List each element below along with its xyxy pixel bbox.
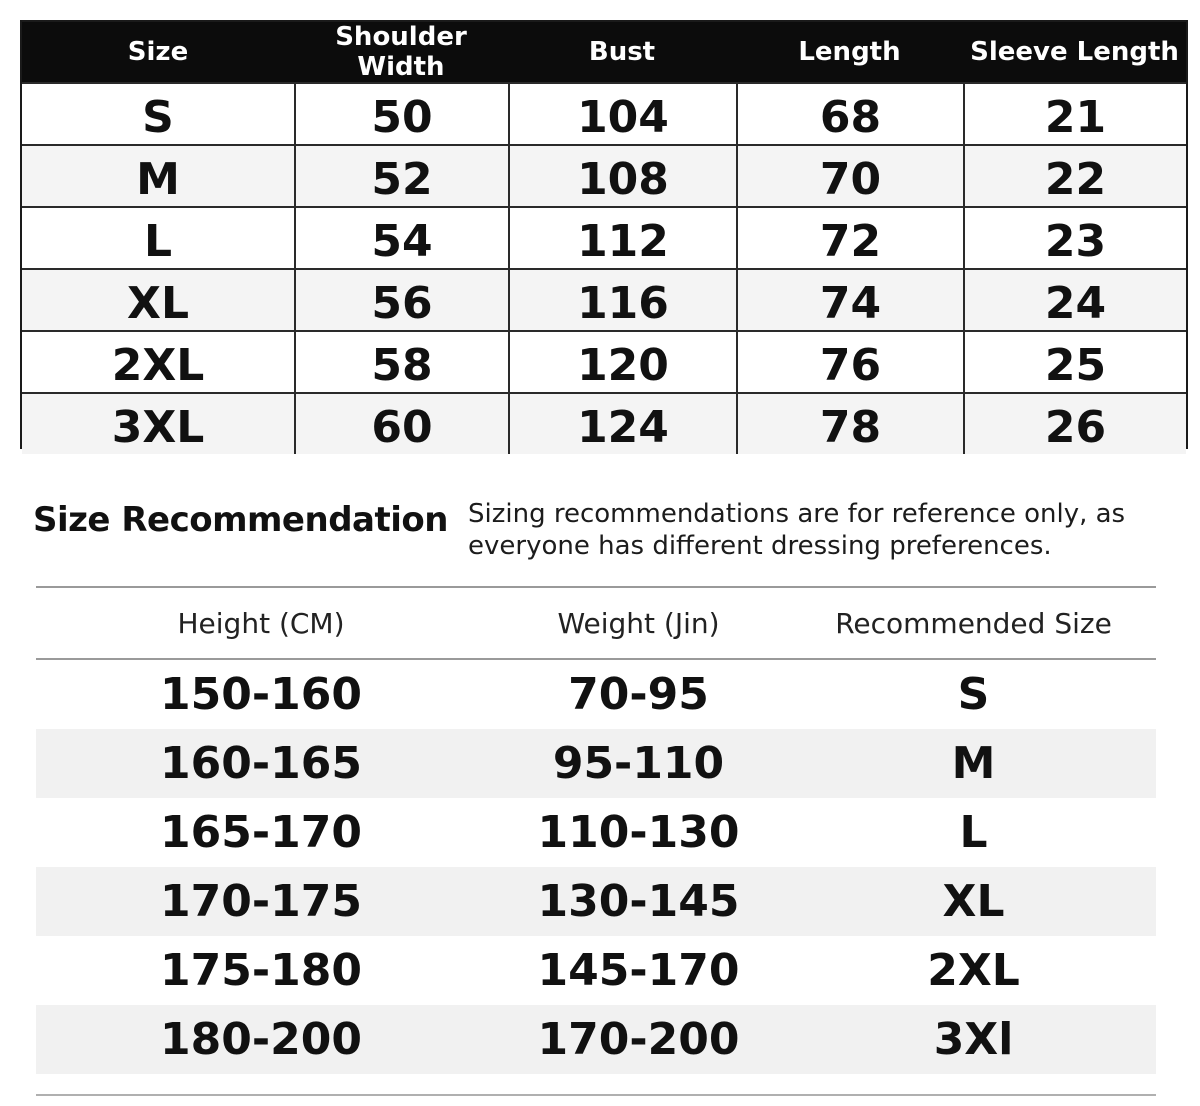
cell-height: 170-175 bbox=[160, 876, 362, 927]
cell-size: XL bbox=[127, 277, 189, 329]
cell-shoulder-width: 58 bbox=[294, 332, 508, 392]
header-size: Size bbox=[127, 37, 189, 67]
table-row bbox=[22, 82, 1186, 144]
cell-weight: 170-200 bbox=[537, 1014, 740, 1065]
table-row bbox=[36, 936, 1156, 1005]
table-row bbox=[22, 144, 1186, 206]
cell-recommended-size: 2XL bbox=[927, 945, 1020, 996]
cell-recommended-size: 3Xl bbox=[933, 1014, 1014, 1065]
cell-sleeve-length: 24 bbox=[963, 270, 1186, 330]
cell-weight: 95-110 bbox=[552, 738, 725, 789]
table-row bbox=[22, 330, 1186, 392]
cell-bust: 116 bbox=[508, 270, 736, 330]
cell-shoulder-width: 50 bbox=[294, 84, 508, 144]
cell-bust: 112 bbox=[508, 208, 736, 268]
table-row bbox=[36, 867, 1156, 936]
cell-shoulder-width: 54 bbox=[294, 208, 508, 268]
cell-sleeve-length: 26 bbox=[963, 394, 1186, 454]
cell-length: 78 bbox=[736, 394, 963, 454]
cell-size: L bbox=[143, 215, 173, 267]
header-length: Length bbox=[798, 37, 901, 67]
header-weight: Weight (Jin) bbox=[557, 606, 720, 640]
cell-size: S bbox=[142, 91, 174, 143]
header-sleeve-length: Sleeve Length bbox=[970, 37, 1179, 67]
cell-shoulder-width: 52 bbox=[294, 146, 508, 206]
cell-bust: 120 bbox=[508, 332, 736, 392]
cell-size: 3XL bbox=[111, 401, 205, 453]
table-row bbox=[36, 798, 1156, 867]
cell-weight: 130-145 bbox=[537, 876, 740, 927]
cell-sleeve-length: 23 bbox=[963, 208, 1186, 268]
header-bust: Bust bbox=[588, 37, 656, 67]
cell-recommended-size: XL bbox=[942, 876, 1005, 927]
cell-sleeve-length: 21 bbox=[963, 84, 1186, 144]
cell-height: 175-180 bbox=[160, 945, 362, 996]
header-shoulder-width: Shoulder Width bbox=[335, 22, 467, 82]
table-row bbox=[22, 206, 1186, 268]
cell-height: 180-200 bbox=[160, 1014, 362, 1065]
cell-recommended-size: S bbox=[957, 669, 990, 720]
cell-length: 70 bbox=[736, 146, 963, 206]
recommendation-title: Size Recommendation bbox=[33, 500, 448, 540]
cell-length: 74 bbox=[736, 270, 963, 330]
cell-recommended-size: M bbox=[951, 738, 996, 789]
cell-bust: 104 bbox=[508, 84, 736, 144]
cell-shoulder-width: 60 bbox=[294, 394, 508, 454]
cell-length: 76 bbox=[736, 332, 963, 392]
cell-weight: 145-170 bbox=[537, 945, 740, 996]
cell-size: M bbox=[136, 153, 180, 205]
recommendation-header bbox=[36, 588, 1156, 658]
cell-height: 150-160 bbox=[160, 669, 362, 720]
size-chart-table bbox=[20, 20, 1188, 453]
cell-weight: 70-95 bbox=[568, 669, 709, 720]
table-row bbox=[36, 729, 1156, 798]
size-chart-header bbox=[22, 22, 1186, 82]
divider bbox=[36, 1094, 1156, 1096]
header-height: Height (CM) bbox=[177, 606, 345, 640]
recommendation-note: Sizing recommendations are for reference only, as everyone has different dressing preferences. bbox=[468, 499, 1126, 561]
cell-size: 2XL bbox=[111, 339, 205, 391]
cell-sleeve-length: 22 bbox=[963, 146, 1186, 206]
cell-length: 72 bbox=[736, 208, 963, 268]
cell-bust: 108 bbox=[508, 146, 736, 206]
cell-height: 160-165 bbox=[160, 738, 362, 789]
cell-sleeve-length: 25 bbox=[963, 332, 1186, 392]
header-recommended-size: Recommended Size bbox=[835, 606, 1112, 640]
cell-weight: 110-130 bbox=[537, 807, 740, 858]
cell-height: 165-170 bbox=[160, 807, 362, 858]
table-row bbox=[22, 392, 1186, 454]
cell-shoulder-width: 56 bbox=[294, 270, 508, 330]
recommendation-table bbox=[36, 586, 1156, 1096]
cell-length: 68 bbox=[736, 84, 963, 144]
table-row bbox=[36, 1005, 1156, 1074]
cell-recommended-size: L bbox=[959, 807, 988, 858]
cell-bust: 124 bbox=[508, 394, 736, 454]
table-row bbox=[36, 660, 1156, 729]
table-row bbox=[22, 268, 1186, 330]
